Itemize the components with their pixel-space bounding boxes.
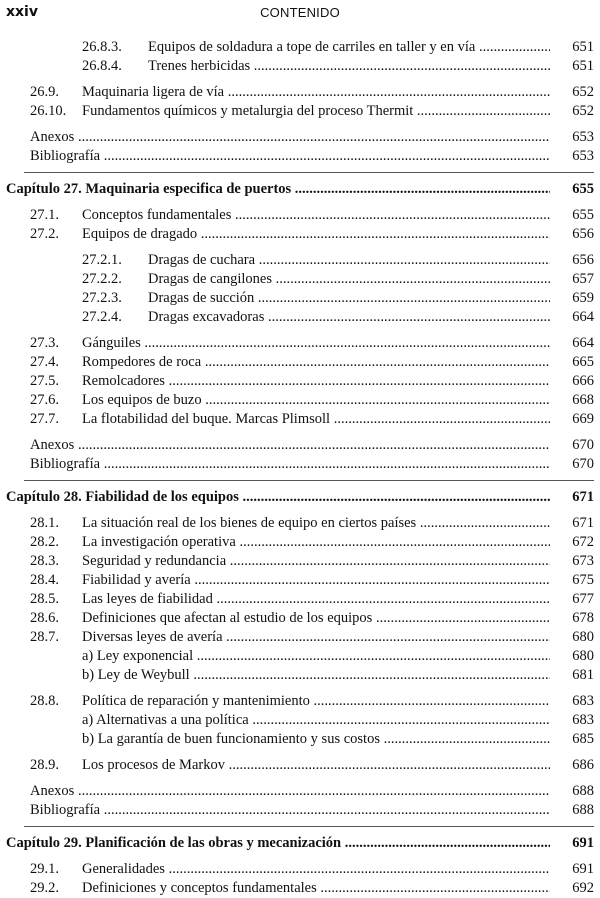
entry-title: Gánguiles ..... [82, 334, 550, 353]
entry-page-number: 657 [572, 271, 594, 287]
chapter-divider [0, 166, 600, 180]
entry-page-number: 655 [572, 181, 594, 197]
toc-chapter-entry [0, 834, 600, 853]
entry-number: 26.10. [30, 103, 67, 119]
entry-title: Capítulo 27. Maquinaria especifica de puertos ..... [6, 180, 550, 199]
toc-entry [0, 436, 600, 455]
toc-entry [0, 147, 600, 166]
entry-title: Fundamentos químicos y metalurgia del proceso Thermit ..... [82, 102, 550, 121]
toc-entry [0, 372, 600, 391]
entry-title: Seguridad y redundancia ..... [82, 552, 550, 571]
entry-number: 27.2.2. [82, 271, 122, 287]
toc-entry [0, 590, 600, 609]
entry-page-number: 671 [572, 515, 594, 531]
entry-title: Diversas leyes de avería ..... [82, 628, 550, 647]
chapter-divider [0, 820, 600, 834]
entry-number: 28.2. [30, 534, 59, 550]
entry-page-number: 683 [572, 712, 594, 728]
running-title: CONTENIDO [260, 5, 340, 20]
entry-page-number: 691 [572, 835, 594, 851]
toc-entry [0, 102, 600, 121]
entry-page-number: 681 [572, 667, 594, 683]
entry-title: Generalidades ..... [82, 860, 550, 879]
toc-entry [0, 128, 600, 147]
entry-title: La flotabilidad del buque. Marcas Plimsoll ..... [82, 410, 550, 429]
chapter-divider [0, 474, 600, 488]
entry-page-number: 655 [572, 207, 594, 223]
entry-title: Remolcadores ..... [82, 372, 550, 391]
entry-number: 26.9. [30, 84, 59, 100]
entry-page-number: 656 [572, 226, 594, 242]
entry-title: La situación real de los bienes de equipo en ciertos países ..... [82, 514, 550, 533]
spacer [0, 76, 600, 83]
entry-number: 27.6. [30, 392, 59, 408]
toc-entry [0, 410, 600, 429]
entry-title: Dragas de cuchara ..... [148, 251, 550, 270]
toc-entry [0, 711, 600, 730]
entry-title: a) Ley exponencial ..... [82, 647, 550, 666]
entry-title: Maquinaria ligera de vía ..... [82, 83, 550, 102]
entry-number: 29.1. [30, 861, 59, 877]
toc-entry [0, 647, 600, 666]
toc-entry [0, 83, 600, 102]
entry-title: Bibliografía ..... [30, 801, 550, 820]
toc-entry [0, 628, 600, 647]
entry-page-number: 652 [572, 84, 594, 100]
toc-entry [0, 571, 600, 590]
toc-chapter-entry [0, 488, 600, 507]
entry-title: Definiciones y conceptos fundamentales ..... [82, 879, 550, 898]
entry-title: a) Alternativas a una política ..... [82, 711, 550, 730]
spacer [0, 775, 600, 782]
entry-number: 28.8. [30, 693, 59, 709]
entry-page-number: 664 [572, 309, 594, 325]
toc-entry [0, 289, 600, 308]
entry-title: Capítulo 28. Fiabilidad de los equipos ..... [6, 488, 550, 507]
toc-entry [0, 514, 600, 533]
entry-number: 27.4. [30, 354, 59, 370]
entry-number: 28.4. [30, 572, 59, 588]
entry-page-number: 680 [572, 629, 594, 645]
entry-page-number: 671 [572, 489, 594, 505]
toc-entry [0, 206, 600, 225]
entry-page-number: 668 [572, 392, 594, 408]
entry-title: Conceptos fundamentales ..... [82, 206, 550, 225]
entry-page-number: 685 [572, 731, 594, 747]
toc-entry [0, 57, 600, 76]
entry-page-number: 651 [572, 58, 594, 74]
entry-title: Bibliografía ..... [30, 455, 550, 474]
entry-page-number: 672 [572, 534, 594, 550]
entry-page-number: 691 [572, 861, 594, 877]
entry-title: Bibliografía ..... [30, 147, 550, 166]
toc-entry [0, 801, 600, 820]
toc-entry [0, 782, 600, 801]
entry-title: b) Ley de Weybull ..... [82, 666, 550, 685]
entry-number: 27.7. [30, 411, 59, 427]
entry-number: 28.5. [30, 591, 59, 607]
entry-page-number: 670 [572, 456, 594, 472]
spacer [0, 244, 600, 251]
entry-number: 26.8.4. [82, 58, 122, 74]
entry-title: Política de reparación y mantenimiento ..... [82, 692, 550, 711]
toc-entry [0, 455, 600, 474]
toc-entry [0, 609, 600, 628]
toc-entry [0, 391, 600, 410]
entry-page-number: 653 [572, 148, 594, 164]
entry-number: 28.7. [30, 629, 59, 645]
entry-page-number: 659 [572, 290, 594, 306]
entry-title: Equipos de soldadura a tope de carriles en taller y en vía ..... [148, 38, 550, 57]
entry-number: 27.2. [30, 226, 59, 242]
entry-page-number: 652 [572, 103, 594, 119]
table-of-contents [0, 38, 600, 898]
page-header [6, 4, 594, 24]
toc-entry [0, 334, 600, 353]
entry-page-number: 653 [572, 129, 594, 145]
toc-entry [0, 666, 600, 685]
entry-number: 26.8.3. [82, 39, 122, 55]
entry-number: 27.1. [30, 207, 59, 223]
entry-title: La investigación operativa ..... [82, 533, 550, 552]
entry-page-number: 688 [572, 802, 594, 818]
entry-title: Trenes herbicidas ..... [148, 57, 550, 76]
spacer [0, 853, 600, 860]
entry-title: Dragas de cangilones ..... [148, 270, 550, 289]
toc-entry [0, 308, 600, 327]
entry-page-number: 673 [572, 553, 594, 569]
entry-title: Definiciones que afectan al estudio de los equipos ..... [82, 609, 550, 628]
entry-title: Dragas de succión ..... [148, 289, 550, 308]
spacer [0, 507, 600, 514]
entry-number: 28.1. [30, 515, 59, 531]
entry-title: Los equipos de buzo ..... [82, 391, 550, 410]
entry-page-number: 678 [572, 610, 594, 626]
toc-entry [0, 353, 600, 372]
spacer [0, 121, 600, 128]
entry-page-number: 686 [572, 757, 594, 773]
entry-title: Las leyes de fiabilidad ..... [82, 590, 550, 609]
entry-page-number: 688 [572, 783, 594, 799]
entry-title: Anexos ..... [30, 436, 550, 455]
entry-title: Fiabilidad y avería ..... [82, 571, 550, 590]
entry-title: Anexos ..... [30, 128, 550, 147]
entry-page-number: 683 [572, 693, 594, 709]
entry-title: b) La garantía de buen funcionamiento y sus costos ..... [82, 730, 550, 749]
entry-title: Equipos de dragado ..... [82, 225, 550, 244]
toc-entry [0, 692, 600, 711]
toc-entry [0, 38, 600, 57]
toc-entry [0, 860, 600, 879]
entry-page-number: 675 [572, 572, 594, 588]
toc-entry [0, 552, 600, 571]
entry-page-number: 680 [572, 648, 594, 664]
entry-page-number: 692 [572, 880, 594, 896]
entry-page-number: 670 [572, 437, 594, 453]
entry-number: 27.5. [30, 373, 59, 389]
entry-page-number: 651 [572, 39, 594, 55]
toc-entry [0, 270, 600, 289]
toc-entry [0, 730, 600, 749]
entry-number: 28.6. [30, 610, 59, 626]
toc-entry [0, 225, 600, 244]
toc-entry [0, 756, 600, 775]
entry-title: Los procesos de Markov ..... [82, 756, 550, 775]
entry-title: Dragas excavadoras ..... [148, 308, 550, 327]
spacer [0, 327, 600, 334]
entry-number: 28.9. [30, 757, 59, 773]
toc-chapter-entry [0, 180, 600, 199]
entry-number: 27.2.1. [82, 252, 122, 268]
entry-title: Rompedores de roca ..... [82, 353, 550, 372]
entry-page-number: 677 [572, 591, 594, 607]
entry-number: 27.2.4. [82, 309, 122, 325]
spacer [0, 199, 600, 206]
toc-entry [0, 879, 600, 898]
spacer [0, 685, 600, 692]
toc-entry [0, 533, 600, 552]
entry-number: 27.3. [30, 335, 59, 351]
entry-page-number: 665 [572, 354, 594, 370]
entry-number: 27.2.3. [82, 290, 122, 306]
spacer [0, 749, 600, 756]
entry-page-number: 656 [572, 252, 594, 268]
toc-entry [0, 251, 600, 270]
entry-title: Anexos ..... [30, 782, 550, 801]
entry-number: 28.3. [30, 553, 59, 569]
page-folio: xxiv [6, 4, 38, 20]
entry-page-number: 666 [572, 373, 594, 389]
entry-title: Capítulo 29. Planificación de las obras y mecanización ..... [6, 834, 550, 853]
entry-number: 29.2. [30, 880, 59, 896]
entry-page-number: 664 [572, 335, 594, 351]
entry-page-number: 669 [572, 411, 594, 427]
spacer [0, 429, 600, 436]
